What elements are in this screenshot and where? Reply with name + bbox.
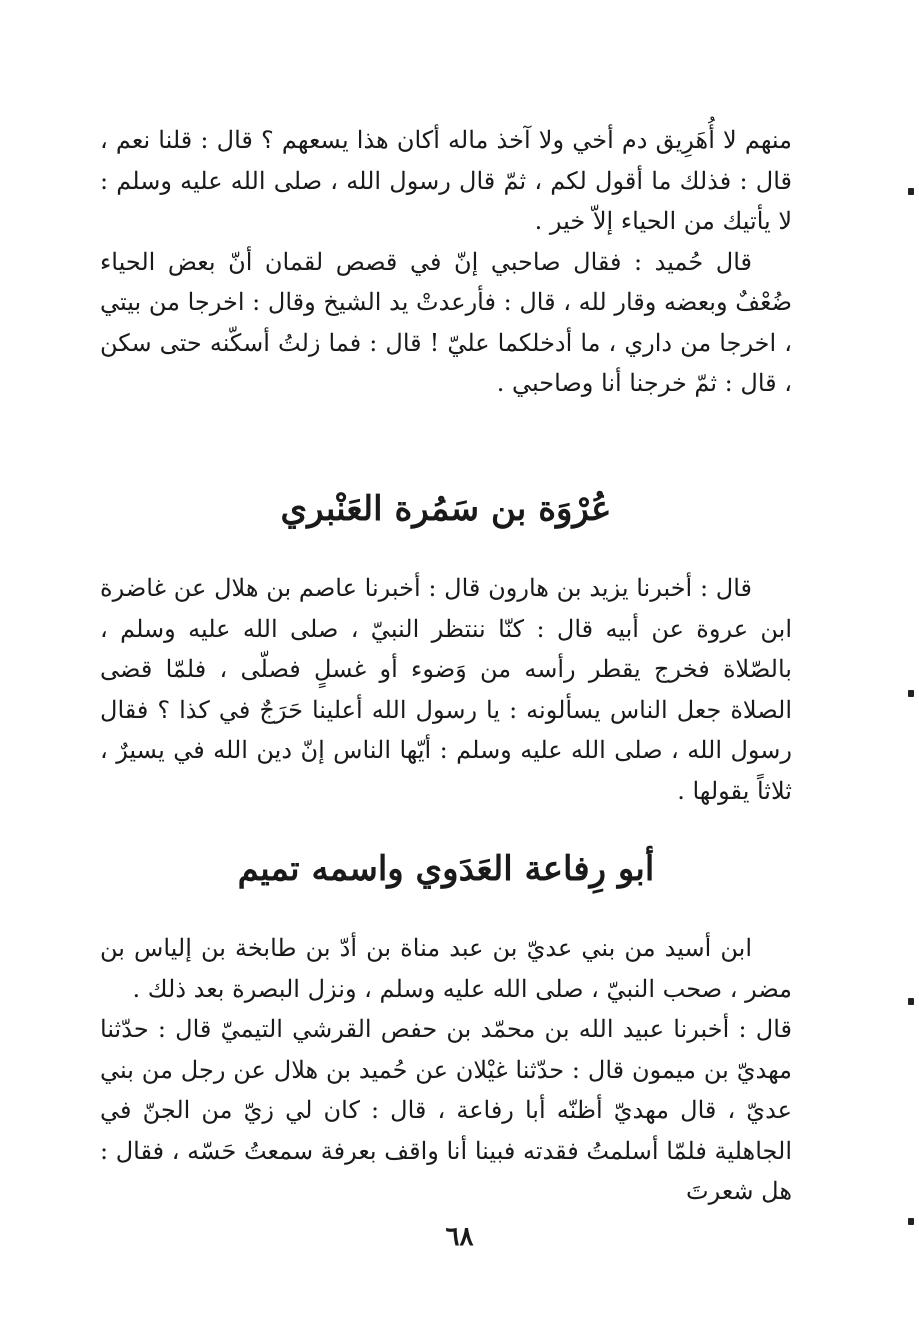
margin-mark (908, 998, 914, 1005)
text-block-abu-rifaa (100, 928, 792, 1212)
text-block-urwa (100, 568, 792, 811)
page-number: ٦٨ (445, 1222, 474, 1252)
text-block-top (100, 120, 792, 404)
margin-mark (908, 188, 914, 195)
margin-mark (908, 690, 914, 697)
section-heading-urwa: عُرْوَة بن سَمُرة العَنْبري (280, 489, 612, 529)
paragraph: قال : أخبرنا يزيد بن هارون قال : أخبرنا عاصم بن هلال عن غاضرة ابن عروة عن أبيه قال : كنّا ننتظر النبيّ ، صلى الله عليه وسلم ، بالصّلاة فخرج يقطر رأسه من وَضوء أو غسلٍ فصلّى ، فلمّا قضى الصلاة جعل الناس يسألونه : يا رسول الله أعلينا حَرَجٌ في كذا ؟ فقال رسول الله ، صلى الله عليه وسلم : أيّها الناس إنّ دين الله في يسيرٌ ، ثلاثاً يقولها . (100, 574, 792, 805)
margin-mark (908, 1218, 914, 1225)
section-heading-abu-rifaa: أبو رِفاعة العَدَوي واسمه تميم (237, 849, 655, 889)
paragraph: قال حُميد : فقال صاحبي إنّ في قصص لقمان أنّ بعض الحياء ضُعْفٌ وبعضه وقار لله ، قال : فأرعدتْ يد الشيخ وقال : اخرجا من بيتي ، اخرجا من داري ، ما أدخلكما عليّ ! قال : فما زلتُ أسكّنه حتى سكن ، قال : ثمّ خرجنا أنا وصاحبي . (100, 247, 792, 397)
paragraph: قال : أخبرنا عبيد الله بن محمّد بن حفص القرشي التيميّ قال : حدّثنا مهديّ بن ميمون قال : حدّثنا غيْلان عن حُميد بن هلال عن رجل من بني عديّ ، قال مهديّ أظنّه أبا رفاعة ، قال : كان لي زيّ من الجنّ في الجاهلية فلمّا أسلمتُ فقدته فبينا أنا واقف بعرفة سمعتُ حَسّه ، فقال : هل شعرتَ (100, 1015, 792, 1205)
paragraph: ابن أسيد من بني عديّ بن عبد مناة بن أدّ بن طابخة بن إلياس بن مضر ، صحب النبيّ ، صلى الله عليه وسلم ، ونزل البصرة بعد ذلك . (100, 934, 792, 1003)
paragraph: منهم لا أُهَرِيق دم أخي ولا آخذ ماله أكان هذا يسعهم ؟ قال : قلنا نعم ، قال : فذلك ما أقول لكم ، ثمّ قال رسول الله ، صلى الله عليه وسلم : لا يأتيك من الحياء إلاّ خير . (100, 126, 792, 235)
